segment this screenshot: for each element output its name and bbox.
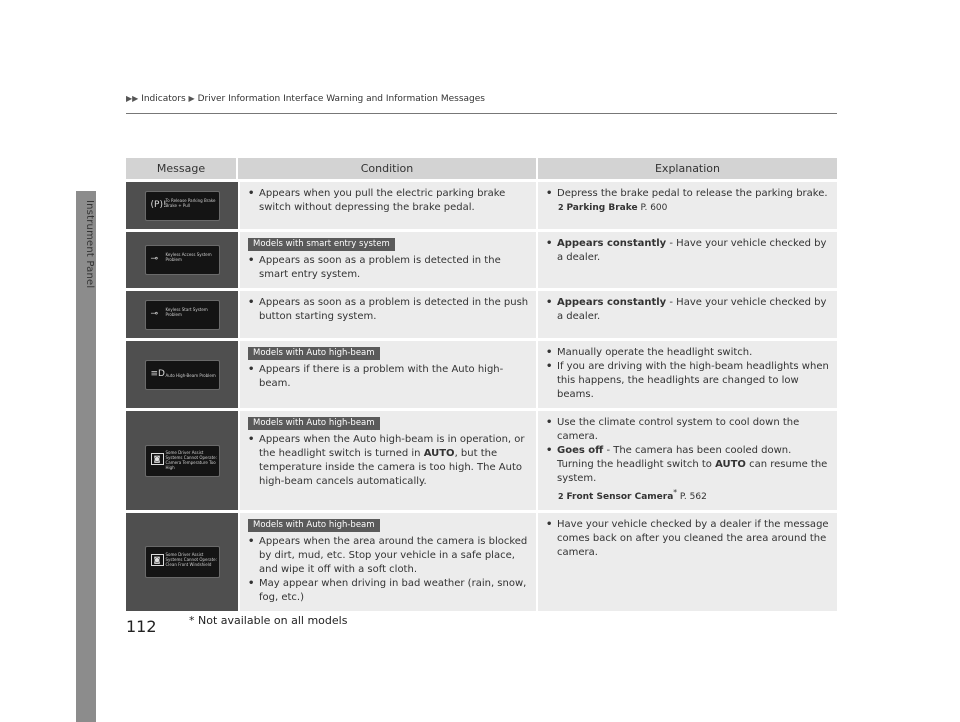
screen-text: Keyless Start System Problem [165, 306, 208, 317]
screen-text: Auto High-Beam Problem [165, 372, 216, 378]
message-cell [126, 408, 238, 510]
section-side-label: Instrument Panel [84, 200, 95, 289]
condition-text: Appears when the area around the camera is blocked by dirt, mud, etc. Stop your vehicle in a safe place, and wipe it off with a soft cloth. [259, 536, 528, 575]
condition-cell: Models with Auto high-beam • Appears if there is a problem with the Auto high-beam. [238, 338, 538, 408]
table-row [126, 288, 837, 338]
condition-text: Appears as soon as a problem is detected in the push button starting system. [259, 297, 529, 322]
message-screen [145, 300, 220, 330]
explanation-cell: • Manually operate the headlight switch. • If you are driving with the high-beam headlights when this happens, the headlights are changed to low beams. [538, 338, 837, 408]
model-tag: Models with Auto high-beam [248, 417, 380, 430]
reference-arrow-icon: 2 [558, 203, 564, 212]
message-screen [145, 445, 220, 477]
screen-text: Some Driver Assist Systems Cannot Operate: Clean Front Windshield [165, 552, 217, 567]
condition-text: Appears when the Auto high-beam is in operation, or the headlight switch is turned in AUTO, but the temperature inside the camera is too high. The Auto high-beam cancels automatically. [259, 434, 525, 487]
message-screen [145, 245, 220, 275]
reference-link[interactable]: 2 Front Sensor Camera* P. 562 [558, 488, 707, 502]
message-screen [145, 360, 220, 390]
message-cell [126, 338, 238, 408]
message-cell [126, 229, 238, 288]
explanation-text: - Have your vehicle checked by a dealer. [557, 297, 827, 322]
reference-link[interactable]: 2 Parking Brake P. 600 [558, 203, 668, 213]
condition-cell: • Appears as soon as a problem is detected in the push button starting system. [238, 288, 538, 338]
condition-text: Appears as soon as a problem is detected in the smart entry system. [259, 255, 501, 280]
condition-cell: Models with Auto high-beam • Appears when the area around the camera is blocked by dirt, mud, etc. Stop your vehicle in a safe place, and wipe it off with a soft cloth. • May appear when driving in bad weather (rain, snow, fog, etc.) [238, 510, 538, 611]
header-message: Message [126, 158, 238, 179]
explanation-cell: • Appears constantly - Have your vehicle checked by a dealer. [538, 288, 837, 338]
breadcrumb-arrow-icon: ▶ [132, 94, 139, 103]
explanation-cell: • Have your vehicle checked by a dealer if the message comes back on after you cleaned the area around the camera. [538, 510, 837, 611]
condition-text: Appears when you pull the electric parking brake switch without depressing the brake pedal. [259, 188, 506, 213]
screen-text: Keyless Access System Problem [165, 252, 212, 262]
explanation-text: Manually operate the headlight switch. [557, 347, 753, 358]
breadcrumb [126, 94, 485, 104]
explanation-text: - Have your vehicle checked by a dealer. [557, 238, 827, 263]
explanation-bold: Appears constantly [557, 297, 667, 308]
explanation-cell: • Depress the brake pedal to release the parking brake. 2 Parking Brake P. 600 [538, 179, 837, 229]
condition-cell: • Appears when you pull the electric parking brake switch without depressing the brake pedal. [238, 179, 538, 229]
condition-text: May appear when driving in bad weather (rain, snow, fog, etc.) [259, 578, 527, 603]
message-cell [126, 179, 238, 229]
header-rule [126, 113, 837, 114]
screen-text: To Release Parking Brake Brake + Pull [165, 197, 216, 208]
message-cell [126, 510, 238, 611]
screen-text: Some Driver Assist Systems Cannot Operate: Camera Temperature Too High [165, 449, 217, 470]
table-row [126, 408, 837, 510]
explanation-bold: Appears constantly [557, 238, 667, 249]
condition-cell: Models with smart entry system • Appears as soon as a problem is detected in the smart entry system. [238, 229, 538, 288]
header-condition: Condition [238, 158, 538, 179]
table-row [126, 179, 837, 229]
model-tag: Models with smart entry system [248, 238, 395, 251]
camera-warning-icon: ◙ [151, 453, 164, 465]
table-row [126, 338, 837, 408]
explanation-cell: • Appears constantly - Have your vehicle checked by a dealer. [538, 229, 837, 288]
footnote: * Not available on all models [189, 614, 348, 627]
model-tag: Models with Auto high-beam [248, 519, 380, 532]
key-icon: ⊸ [150, 308, 159, 319]
condition-text: Appears if there is a problem with the Auto high-beam. [259, 364, 504, 389]
condition-cell: Models with Auto high-beam • Appears when the Auto high-beam is in operation, or the headlight switch is turned in AUTO, but the temperature inside the camera is too high. The Auto high-beam cancels automatically. [238, 408, 538, 510]
message-screen [145, 546, 220, 578]
table-row [126, 229, 837, 288]
message-screen [145, 191, 220, 221]
model-tag: Models with Auto high-beam [248, 347, 380, 360]
explanation-text: Have your vehicle checked by a dealer if the message comes back on after you cleaned the area around the camera. [557, 519, 829, 558]
messages-table [126, 158, 837, 611]
breadcrumb-item-indicators[interactable]: Indicators [141, 94, 186, 104]
explanation-text: Depress the brake pedal to release the parking brake. [557, 188, 828, 199]
breadcrumb-arrow-icon: ▶ [188, 94, 195, 103]
camera-warning-icon: ◙ [151, 554, 164, 566]
key-icon: ⊸ [150, 254, 159, 264]
parking-brake-warning-icon: (P)! [150, 199, 167, 210]
message-cell [126, 288, 238, 338]
reference-arrow-icon: 2 [558, 492, 564, 501]
explanation-text: Use the climate control system to cool down the camera. [557, 417, 800, 442]
explanation-text: If you are driving with the high-beam headlights when this happens, the headlights are changed to low beams. [557, 361, 829, 400]
header-explanation: Explanation [538, 158, 837, 179]
page-number: 112 [126, 617, 157, 636]
explanation-cell: • Use the climate control system to cool down the camera. • Goes off - The camera has been cooled down. Turning the headlight switch to AUTO can resume the system. 2 Front Sensor Camera* P. 562 [538, 408, 837, 510]
breadcrumb-item-current: Driver Information Interface Warning and Information Messages [197, 94, 485, 104]
table-row [126, 510, 837, 611]
auto-high-beam-icon: ≡D [150, 368, 165, 379]
breadcrumb-arrow-icon: ▶ [126, 94, 133, 103]
